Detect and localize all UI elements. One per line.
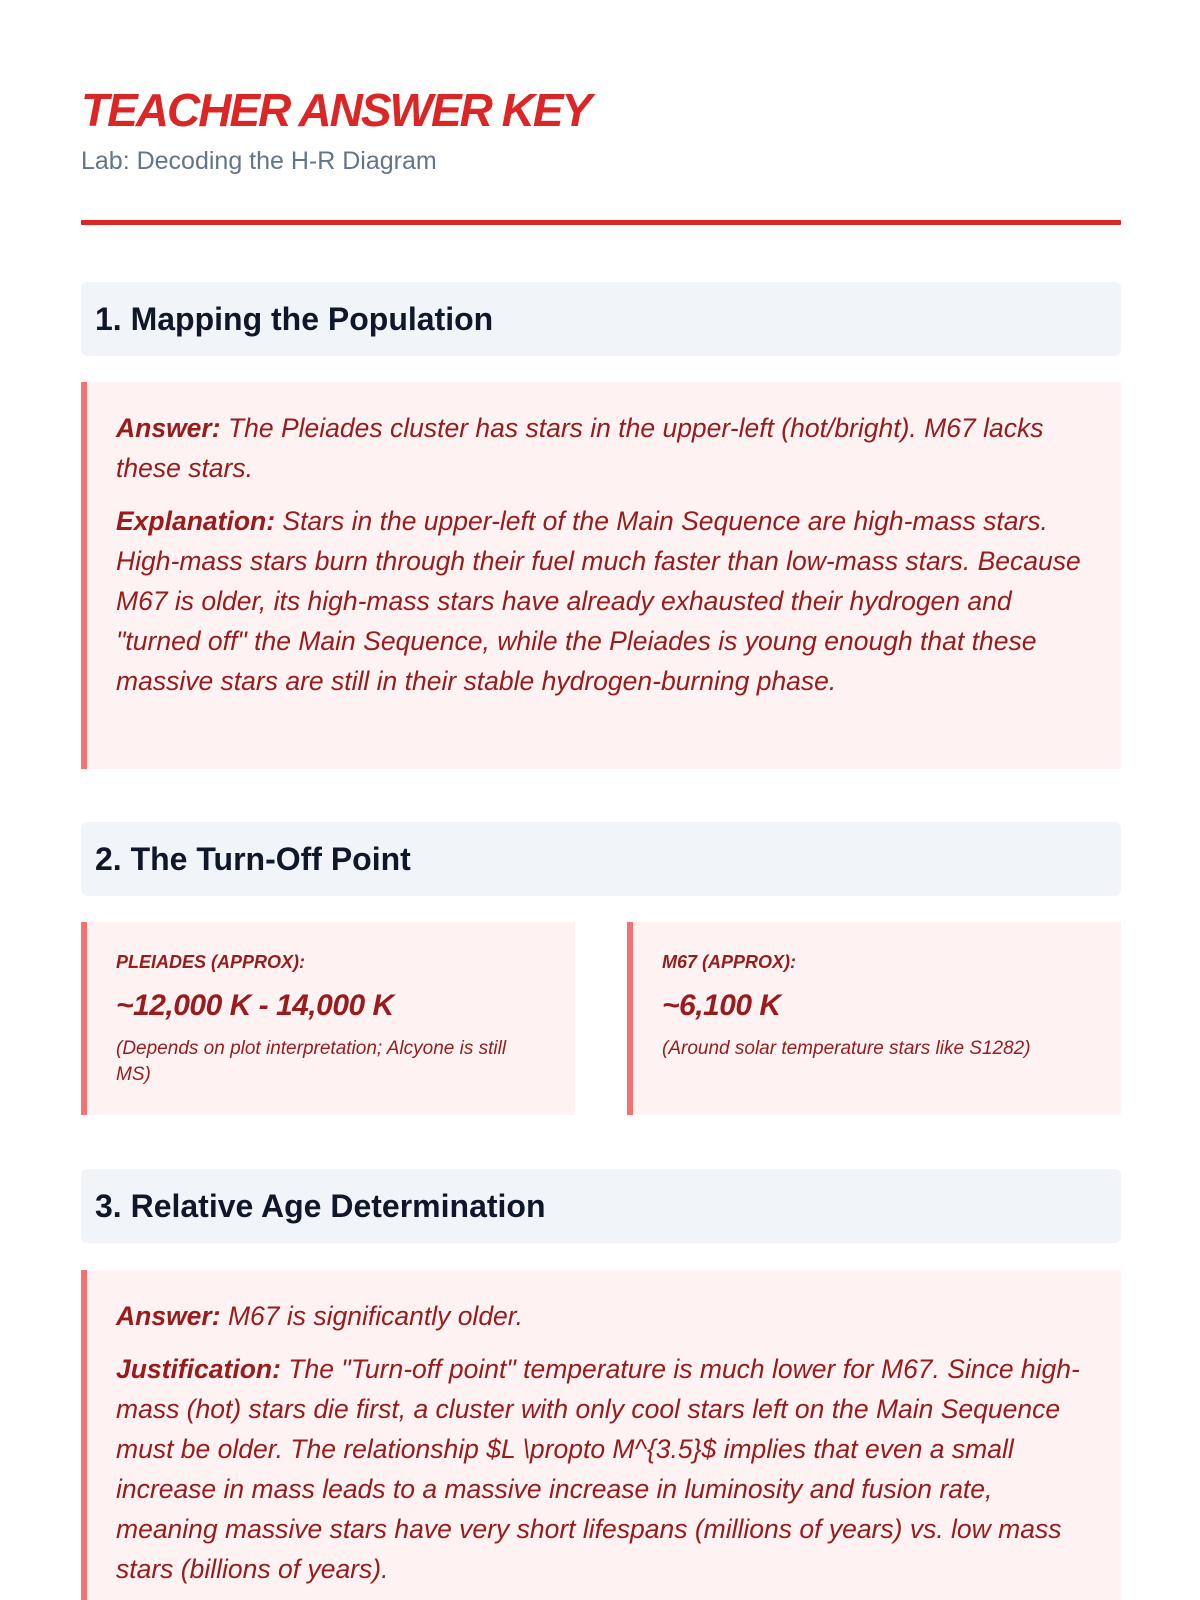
turnoff-card-pleiades — [81, 922, 575, 1115]
section-3-heading: 3. Relative Age Determination — [81, 1169, 1121, 1243]
section-1-answer — [116, 408, 1091, 488]
answer-label: Answer: — [116, 413, 221, 443]
answer-label: Answer: — [116, 1301, 221, 1331]
card-label: PLEIADES (APPROX): — [116, 952, 306, 972]
page-subtitle: Lab: Decoding the H-R Diagram — [81, 147, 437, 175]
card-value: ~12,000 K - 14,000 K — [116, 989, 394, 1022]
justification-label: Justification: — [116, 1354, 281, 1384]
answer-text: M67 is significantly older. — [227, 1301, 523, 1331]
section-1-heading: 1. Mapping the Population — [81, 282, 1121, 356]
explanation-text: Stars in the upper-left of the Main Sequence are high-mass stars. High-mass stars burn through their fuel much faster than low-mass stars. Because M67 is older, its high-mass stars have already exhausted their hydrogen and "turned off" the Main Sequence, while the Pleiades is young enough that these massive stars are still in their stable hydrogen-burning phase. — [116, 506, 1081, 696]
section-2-heading: 2. The Turn-Off Point — [81, 822, 1121, 896]
section-3-answer-box — [81, 1270, 1121, 1600]
card-value: ~6,100 K — [662, 989, 781, 1022]
turnoff-card-m67 — [627, 922, 1121, 1115]
section-1-explanation — [116, 501, 1091, 701]
card-note: (Around solar temperature stars like S1282) — [662, 1038, 1031, 1059]
justification-text: The "Turn-off point" temperature is much lower for M67. Since high-mass (hot) stars die first, a cluster with only cool stars left on the Main Sequence must be older. The relationship $L \propto M^{3.5}$ implies that even a small increase in mass leads to a massive increase in luminosity and fusion rate, meaning massive stars have very short lifespans (millions of years) vs. low mass stars (billions of years). — [116, 1354, 1080, 1584]
page-title: TEACHER ANSWER KEY — [81, 84, 591, 136]
explanation-label: Explanation: — [116, 506, 276, 536]
section-3-answer — [116, 1296, 1091, 1336]
card-label: M67 (APPROX): — [662, 952, 797, 972]
answer-text: The Pleiades cluster has stars in the upper-left (hot/bright). M67 lacks these stars. — [116, 413, 1044, 483]
section-1-answer-box — [81, 382, 1121, 769]
header-divider — [81, 220, 1121, 225]
section-3-justification — [116, 1349, 1091, 1589]
card-note: (Depends on plot interpretation; Alcyone is still MS) — [116, 1038, 507, 1085]
